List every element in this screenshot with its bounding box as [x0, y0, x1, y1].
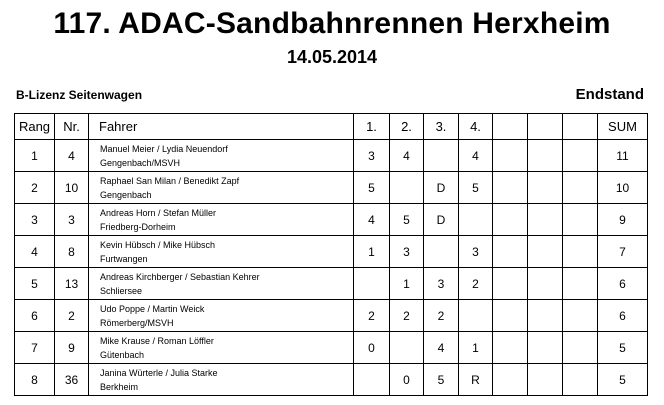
heat-1-cell: 1	[354, 236, 390, 268]
heat-3-cell	[424, 236, 459, 268]
heat-7-cell	[563, 300, 598, 332]
heat-5-cell	[493, 140, 528, 172]
start-number-cell: 2	[55, 300, 89, 332]
heat-1-cell: 0	[354, 332, 390, 364]
col-header-heat-7	[563, 114, 598, 140]
table-row	[15, 364, 648, 396]
heat-3-cell: 3	[424, 268, 459, 300]
heat-5-cell	[493, 300, 528, 332]
heat-4-cell	[459, 300, 493, 332]
rank-cell: 5	[15, 268, 55, 300]
heat-6-cell	[528, 204, 563, 236]
driver-club: Gütenbach	[100, 349, 145, 360]
heat-2-cell: 5	[390, 204, 424, 236]
sum-cell: 5	[598, 364, 648, 396]
start-number-cell: 10	[55, 172, 89, 204]
heat-2-cell	[390, 172, 424, 204]
table-row	[15, 300, 648, 332]
col-header-heat-2: 2.	[390, 114, 424, 140]
heat-1-cell	[354, 268, 390, 300]
col-header-heat-1: 1.	[354, 114, 390, 140]
start-number-cell: 36	[55, 364, 89, 396]
col-header-nr: Nr.	[55, 114, 89, 140]
header-row	[15, 114, 648, 140]
sum-cell: 6	[598, 300, 648, 332]
heat-4-cell: 2	[459, 268, 493, 300]
heat-6-cell	[528, 300, 563, 332]
sum-cell: 10	[598, 172, 648, 204]
heat-2-cell: 0	[390, 364, 424, 396]
driver-club: Gengenbach	[100, 189, 152, 200]
col-header-heat-4: 4.	[459, 114, 493, 140]
start-number-cell: 3	[55, 204, 89, 236]
rank-cell: 2	[15, 172, 55, 204]
heat-6-cell	[528, 268, 563, 300]
driver-club: Berkheim	[100, 381, 139, 392]
heat-2-cell: 3	[390, 236, 424, 268]
heat-5-cell	[493, 236, 528, 268]
heat-7-cell	[563, 140, 598, 172]
col-header-sum: SUM	[598, 114, 648, 140]
table-row	[15, 172, 648, 204]
heat-2-cell: 4	[390, 140, 424, 172]
driver-club: Römerberg/MSVH	[100, 317, 174, 328]
heat-1-cell: 4	[354, 204, 390, 236]
driver-cell	[89, 140, 354, 172]
heat-3-cell	[424, 140, 459, 172]
driver-cell	[89, 300, 354, 332]
heat-4-cell: R	[459, 364, 493, 396]
sum-cell: 11	[598, 140, 648, 172]
driver-cell	[89, 332, 354, 364]
driver-names: Kevin Hübsch / Mike Hübsch	[100, 239, 216, 250]
heat-7-cell	[563, 268, 598, 300]
rank-cell: 6	[15, 300, 55, 332]
driver-names: Mike Krause / Roman Löffler	[100, 335, 214, 346]
heat-3-cell: D	[424, 172, 459, 204]
col-header-rang: Rang	[15, 114, 55, 140]
heat-6-cell	[528, 364, 563, 396]
heat-5-cell	[493, 172, 528, 204]
heat-4-cell: 5	[459, 172, 493, 204]
driver-names: Andreas Kirchberger / Sebastian Kehrer	[100, 271, 260, 282]
driver-names: Raphael San Milan / Benedikt Zapf	[100, 175, 240, 186]
page-title: 117. ADAC-Sandbahnrennen Herxheim	[53, 7, 611, 40]
heat-4-cell: 1	[459, 332, 493, 364]
heat-6-cell	[528, 236, 563, 268]
heat-1-cell: 3	[354, 140, 390, 172]
heat-1-cell: 5	[354, 172, 390, 204]
rank-cell: 3	[15, 204, 55, 236]
sum-cell: 9	[598, 204, 648, 236]
col-header-heat-6	[528, 114, 563, 140]
heat-7-cell	[563, 364, 598, 396]
heat-7-cell	[563, 204, 598, 236]
rank-cell: 8	[15, 364, 55, 396]
driver-club: Friedberg-Dorheim	[100, 221, 176, 232]
table-row	[15, 268, 648, 300]
heat-7-cell	[563, 236, 598, 268]
start-number-cell: 8	[55, 236, 89, 268]
heat-2-cell: 2	[390, 300, 424, 332]
heat-1-cell	[354, 364, 390, 396]
start-number-cell: 4	[55, 140, 89, 172]
start-number-cell: 9	[55, 332, 89, 364]
table-row	[15, 236, 648, 268]
heat-5-cell	[493, 204, 528, 236]
heat-4-cell: 4	[459, 140, 493, 172]
col-header-heat-5	[493, 114, 528, 140]
heat-7-cell	[563, 332, 598, 364]
driver-cell	[89, 204, 354, 236]
results-body	[15, 140, 648, 396]
start-number-cell: 13	[55, 268, 89, 300]
status-label: Endstand	[575, 86, 644, 103]
driver-cell	[89, 364, 354, 396]
heat-6-cell	[528, 332, 563, 364]
table-row	[15, 140, 648, 172]
heat-2-cell	[390, 332, 424, 364]
rank-cell: 7	[15, 332, 55, 364]
event-date: 14.05.2014	[286, 47, 378, 67]
rank-cell: 4	[15, 236, 55, 268]
rank-cell: 1	[15, 140, 55, 172]
heat-1-cell: 2	[354, 300, 390, 332]
sum-cell: 7	[598, 236, 648, 268]
heat-6-cell	[528, 140, 563, 172]
heat-4-cell	[459, 204, 493, 236]
driver-names: Manuel Meier / Lydia Neuendorf	[100, 143, 228, 154]
table-row	[15, 332, 648, 364]
heat-3-cell: 4	[424, 332, 459, 364]
heat-3-cell: 5	[424, 364, 459, 396]
driver-club: Schliersee	[100, 285, 143, 296]
driver-names: Janina Würterle / Julia Starke	[100, 367, 218, 378]
driver-cell	[89, 236, 354, 268]
results-table	[14, 113, 648, 396]
heat-2-cell: 1	[390, 268, 424, 300]
driver-names: Andreas Horn / Stefan Müller	[100, 207, 217, 218]
heat-5-cell	[493, 268, 528, 300]
class-label: B-Lizenz Seitenwagen	[16, 88, 143, 102]
sum-cell: 5	[598, 332, 648, 364]
heat-3-cell: 2	[424, 300, 459, 332]
heat-5-cell	[493, 364, 528, 396]
heat-6-cell	[528, 172, 563, 204]
col-header-heat-3: 3.	[424, 114, 459, 140]
driver-club: Gengenbach/MSVH	[100, 157, 181, 168]
table-row	[15, 204, 648, 236]
heat-5-cell	[493, 332, 528, 364]
heat-4-cell: 3	[459, 236, 493, 268]
heat-7-cell	[563, 172, 598, 204]
sum-cell: 6	[598, 268, 648, 300]
driver-cell	[89, 268, 354, 300]
driver-cell	[89, 172, 354, 204]
heat-3-cell: D	[424, 204, 459, 236]
col-header-fahrer: Fahrer	[89, 114, 354, 140]
driver-names: Udo Poppe / Martin Weick	[100, 303, 205, 314]
driver-club: Furtwangen	[100, 253, 148, 264]
